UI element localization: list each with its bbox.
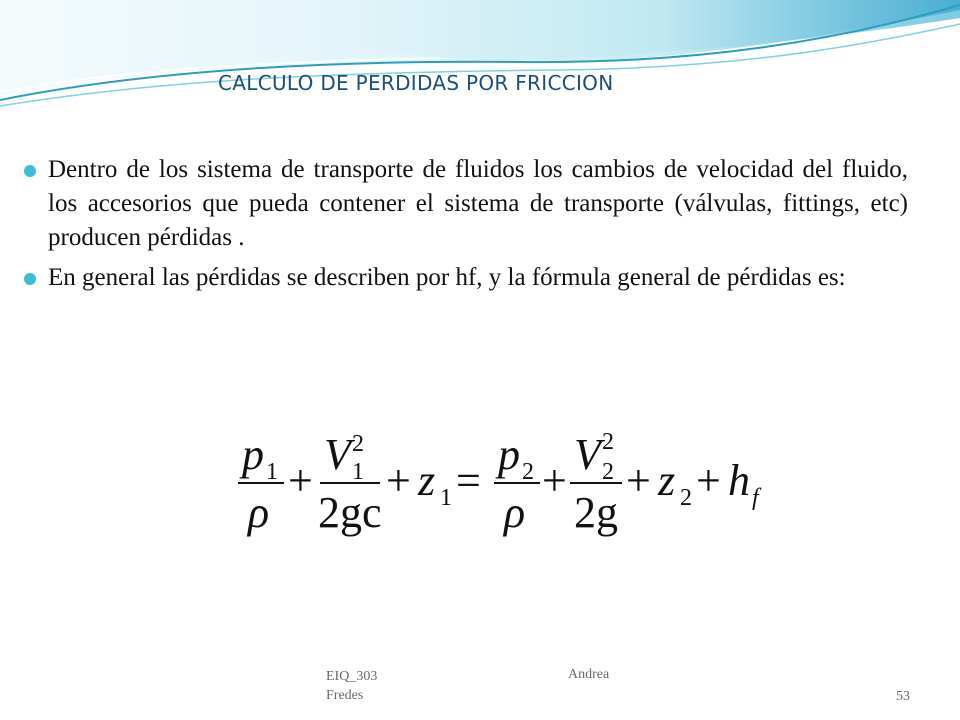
formula-V1-sub: 1 xyxy=(352,459,364,485)
bullet-dot-icon xyxy=(24,273,36,285)
footer-course-line2: Fredes xyxy=(326,688,364,703)
page-number: 53 xyxy=(896,689,910,704)
bullet-text: Dentro de los sistema de transporte de fluidos los cambios de velocidad del fluido, los accesorios que pueda contener el sistema de transporte (válvulas, fittings, etc) producen pérdidas . xyxy=(48,156,908,251)
formula-rho: ρ xyxy=(248,488,270,537)
footer-author: Andrea xyxy=(568,667,610,682)
formula-z1-sub: 1 xyxy=(440,485,452,511)
bernoulli-loss-formula xyxy=(232,425,772,545)
formula-p1-sub: 1 xyxy=(266,459,278,485)
formula-V2: V xyxy=(574,430,601,479)
formula-h: h xyxy=(728,456,750,505)
formula-h-sub: f xyxy=(752,485,759,511)
formula-plus: + xyxy=(288,456,313,505)
formula-plus: + xyxy=(386,456,411,505)
formula-den-right: 2g xyxy=(574,488,618,537)
formula-V2-sub: 2 xyxy=(602,459,614,485)
header-wave-decoration xyxy=(0,0,960,140)
bullet-item xyxy=(24,261,908,295)
footer-course-line1: EIQ_303 xyxy=(326,669,378,684)
slide-title: CALCULO DE PERDIDAS POR FRICCION xyxy=(218,71,614,95)
bullet-list xyxy=(24,153,908,301)
formula-plus: + xyxy=(696,456,721,505)
formula-V1: V xyxy=(324,430,351,479)
bullet-dot-icon xyxy=(24,165,36,177)
formula-p1: p xyxy=(242,430,264,479)
formula-z2-sub: 2 xyxy=(680,485,692,511)
formula-p2-sub: 2 xyxy=(522,459,534,485)
formula-den-left: 2gc xyxy=(318,488,382,537)
formula-V1-sup: 2 xyxy=(352,431,364,457)
formula-plus: + xyxy=(626,456,651,505)
formula-p2: p xyxy=(498,430,520,479)
bullet-text: En general las pérdidas se describen por hf, y la fórmula general de pérdidas es: xyxy=(48,264,846,291)
formula-V2-sup: 2 xyxy=(602,429,614,455)
formula-equals: = xyxy=(456,456,481,505)
formula-z2: z xyxy=(658,456,676,505)
bullet-item xyxy=(24,153,908,255)
footer-course xyxy=(326,667,377,705)
formula-z1: z xyxy=(418,456,436,505)
formula-rho: ρ xyxy=(504,488,526,537)
formula-plus: + xyxy=(542,456,567,505)
